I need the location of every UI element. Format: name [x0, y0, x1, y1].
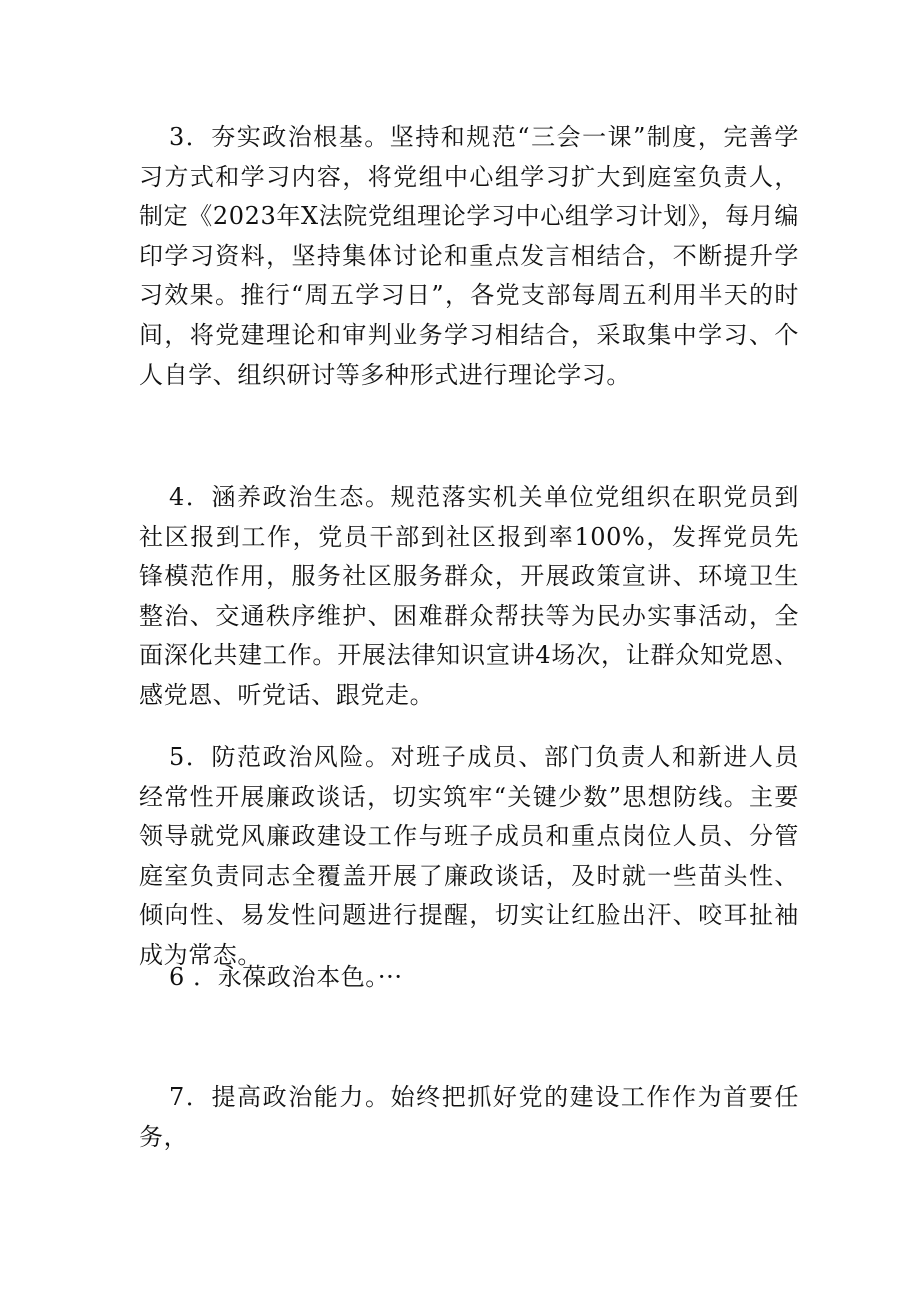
paragraph-6: 6 ．永葆政治本色。···: [169, 963, 403, 991]
paragraph-4: 4．涵养政治生态。规范落实机关单位党组织在职党员到社区报到工作，党员干部到社区报到率100%，发挥党员先锋模范作用，服务社区服务群众，开展政策宣讲、环境卫生整治、交通秩序维护、困难群众帮扶等为民办实事活动，全面深化共建工作。开展法律知识宣讲4场次，让群众知党恩、感党恩、听党话、跟党走。: [139, 483, 799, 709]
paragraph-5: 5．防范政治风险。对班子成员、部门负责人和新进人员经常性开展廉政谈话，切实筑牢“关键少数”思想防线。主要领导就党风廉政建设工作与班子成员和重点岗位人员、分管庭室负责同志全覆盖开展了廉政谈话，及时就一些苗头性、倾向性、易发性问题进行提醒，切实让红脸出汗、咬耳扯袖成为常态。: [139, 743, 799, 969]
paragraph-3: 3．夯实政治根基。坚持和规范“三会一课”制度，完善学习方式和学习内容，将党组中心组学习扩大到庭室负责人，制定《2023年X法院党组理论学习中心组学习计划》，每月编印学习资料，坚持集体讨论和重点发言相结合，不断提升学习效果。推行“周五学习日”，各党支部每周五利用半天的时间，将党建理论和审判业务学习相结合，采取集中学习、个人自学、组织研讨等多种形式进行理论学习。: [139, 123, 799, 389]
paragraph-7: 7．提高政治能力。始终把抓好党的建设工作作为首要任务，: [139, 1083, 799, 1151]
